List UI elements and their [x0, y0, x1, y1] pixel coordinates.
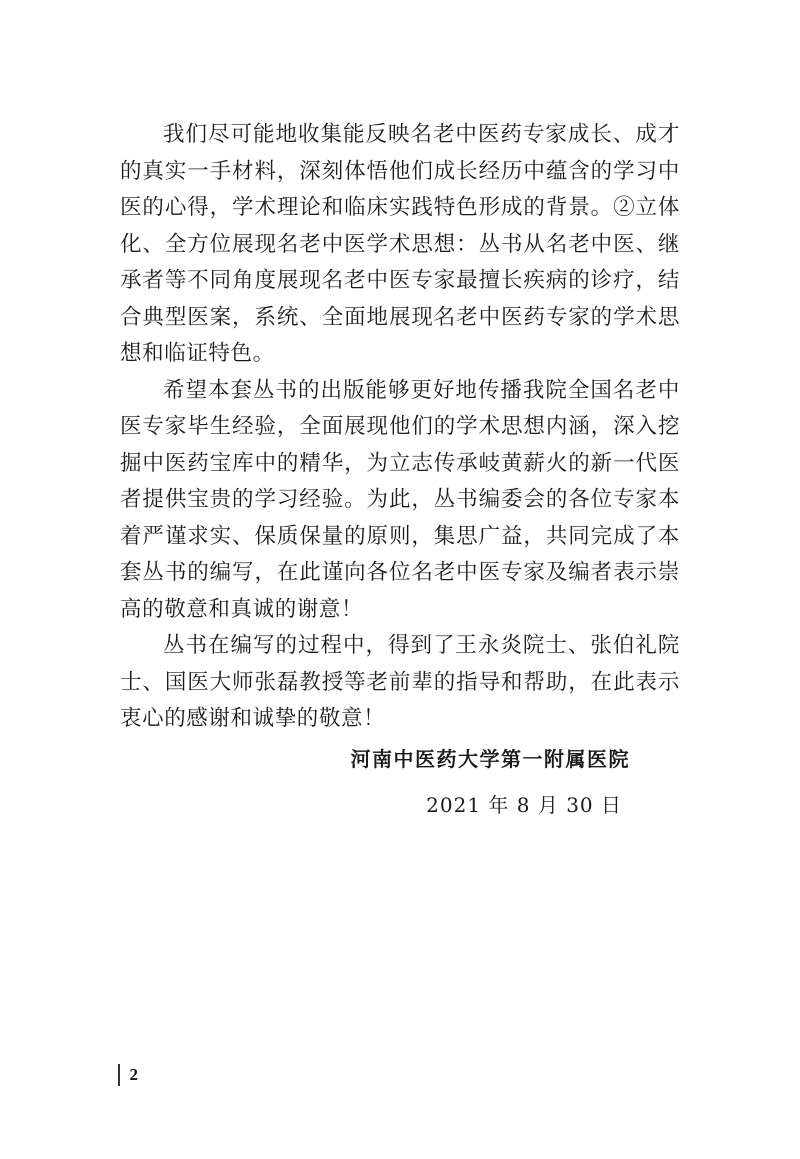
signature-organization: 河南中医药大学第一附属医院 — [350, 747, 630, 771]
signature-block — [120, 736, 630, 828]
body-text — [120, 117, 680, 738]
paragraph-1: 我们尽可能地收集能反映名老中医药专家成长、成才的真实一手材料，深刻体悟他们成长经历中蕴含的学习中医的心得，学术理论和临床实践特色形成的背景。②立体化、全方位展现名老中医学术思想：丛书从名老中医、继承者等不同角度展现名老中医专家最擅长疾病的诊疗，结合典型医案，系统、全面地展现名老中医药专家的学术思想和临证特色。 — [120, 122, 680, 366]
folio-divider — [118, 1064, 120, 1086]
page-number: 2 — [129, 1065, 138, 1084]
paragraph-2: 希望本套丛书的出版能够更好地传播我院全国名老中医专家毕生经验，全面展现他们的学术思想内涵，深入挖掘中医药宝库中的精华，为立志传承岐黄薪火的新一代医者提供宝贵的学习经验。为此，丛书编委会的各位专家本着严谨求实、保质保量的原则，集思广益，共同完成了本套丛书的编写，在此谨向各位名老中医专家及编者表示崇高的敬意和真诚的谢意！ — [120, 377, 680, 622]
signature-date: 2021 年 8 月 30 日 — [426, 793, 622, 817]
page-footer — [118, 1064, 138, 1086]
paragraph-3: 丛书在编写的过程中，得到了王永炎院士、张伯礼院士、国医大师张磊教授等老前辈的指导和帮助，在此表示衷心的感谢和诚挚的敬意！ — [120, 633, 680, 731]
